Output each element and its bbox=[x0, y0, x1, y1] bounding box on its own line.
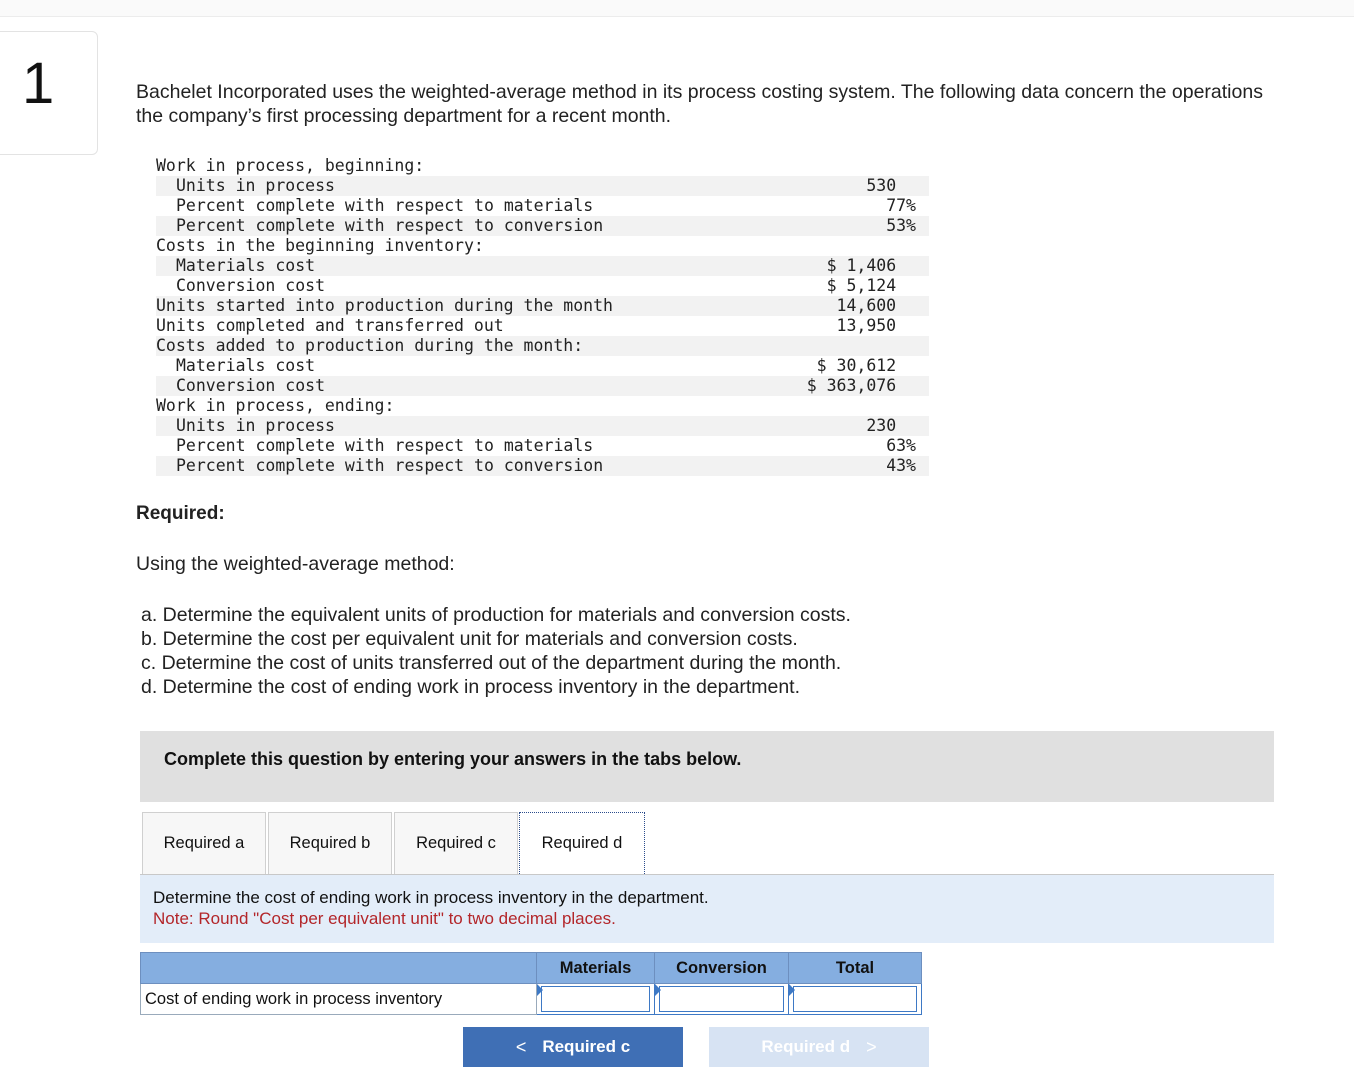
tab-required-c[interactable]: Required c bbox=[394, 812, 518, 874]
task-b: b. Determine the cost per equivalent unit for materials and conversion costs. bbox=[141, 628, 798, 650]
data-row-label: Percent complete with respect to conversion bbox=[176, 456, 604, 475]
instruction-text: Determine the cost of ending work in process inventory in the department. bbox=[153, 888, 709, 907]
data-row bbox=[156, 356, 929, 376]
chevron-left-icon: < bbox=[515, 1036, 527, 1057]
header-blank bbox=[141, 953, 537, 984]
data-row-label: Conversion cost bbox=[176, 276, 326, 295]
data-row-value: 230 bbox=[866, 416, 916, 435]
task-d: d. Determine the cost of ending work in process inventory in the department. bbox=[141, 676, 801, 698]
tab-required-a[interactable]: Required a bbox=[142, 812, 266, 874]
data-row bbox=[156, 296, 929, 316]
data-row-value: 43% bbox=[886, 456, 916, 475]
total-cell[interactable] bbox=[789, 984, 922, 1015]
tab-required-d[interactable]: Required d bbox=[519, 812, 645, 874]
rounding-note: Note: Round "Cost per equivalent unit" to two decimal places. bbox=[153, 909, 616, 928]
data-row-label: Percent complete with respect to materials bbox=[176, 436, 594, 455]
data-row bbox=[156, 376, 929, 396]
data-row-value: 530 bbox=[866, 176, 916, 195]
total-input[interactable] bbox=[793, 986, 917, 1012]
data-row bbox=[156, 236, 929, 256]
task-a: a. Determine the equivalent units of production for materials and conversion costs. bbox=[141, 604, 851, 626]
header-conversion: Conversion bbox=[655, 953, 789, 984]
data-row bbox=[156, 396, 929, 416]
materials-cell[interactable] bbox=[537, 984, 655, 1015]
intro-line-1: Bachelet Incorporated uses the weighted-average method in its process costing system. The following data concern the operations bbox=[136, 81, 1263, 103]
table-row bbox=[141, 984, 922, 1015]
data-row-label: Units completed and transferred out bbox=[156, 316, 504, 335]
data-row bbox=[156, 316, 929, 336]
data-row-value: $ 30,612 bbox=[816, 356, 916, 375]
data-row bbox=[156, 276, 929, 296]
data-row-label: Conversion cost bbox=[176, 376, 326, 395]
data-row bbox=[156, 216, 929, 236]
answer-header-row bbox=[141, 953, 922, 984]
task-c: c. Determine the cost of units transferred out of the department during the month. bbox=[141, 652, 842, 674]
data-row bbox=[156, 416, 929, 436]
next-button[interactable] bbox=[709, 1027, 929, 1067]
materials-input[interactable] bbox=[541, 986, 650, 1012]
tab-required-b[interactable]: Required b bbox=[268, 812, 392, 874]
required-heading: Required: bbox=[136, 503, 225, 524]
data-row bbox=[156, 256, 929, 276]
method-text: Using the weighted-average method: bbox=[136, 553, 455, 575]
conversion-cell[interactable] bbox=[655, 984, 789, 1015]
intro-line-2: the company’s first processing department for a recent month. bbox=[136, 105, 672, 127]
answer-table bbox=[140, 952, 922, 1015]
data-row-label: Costs in the beginning inventory: bbox=[156, 236, 484, 255]
problem-intro bbox=[136, 80, 1354, 128]
data-row-label: Work in process, ending: bbox=[156, 396, 395, 415]
header-materials: Materials bbox=[537, 953, 655, 984]
prev-button[interactable] bbox=[463, 1027, 683, 1067]
data-row-label: Materials cost bbox=[176, 256, 316, 275]
data-row-value: $ 363,076 bbox=[806, 376, 916, 395]
data-row bbox=[156, 456, 929, 476]
data-row bbox=[156, 156, 929, 176]
instruction-panel bbox=[140, 875, 1274, 943]
row-label: Cost of ending work in process inventory bbox=[141, 984, 537, 1015]
data-row-label: Costs added to production during the month: bbox=[156, 336, 584, 355]
data-row-label: Percent complete with respect to conversion bbox=[176, 216, 604, 235]
next-button-label: Required d bbox=[761, 1037, 851, 1056]
chevron-right-icon: > bbox=[866, 1036, 877, 1057]
data-row bbox=[156, 336, 929, 356]
prev-button-label: Required c bbox=[542, 1037, 631, 1056]
data-row-label: Units started into production during the month bbox=[156, 296, 613, 315]
data-row-value: 13,950 bbox=[836, 316, 916, 335]
data-row-value: 14,600 bbox=[836, 296, 916, 315]
data-row-label: Percent complete with respect to materials bbox=[176, 196, 594, 215]
data-row-label: Units in process bbox=[176, 176, 335, 195]
complete-instructions-bar bbox=[140, 731, 1274, 802]
data-row-value: $ 5,124 bbox=[826, 276, 916, 295]
data-row-value: 53% bbox=[886, 216, 916, 235]
conversion-input[interactable] bbox=[659, 986, 784, 1012]
data-row-value: 77% bbox=[886, 196, 916, 215]
data-row-label: Work in process, beginning: bbox=[156, 156, 425, 175]
task-list bbox=[141, 603, 851, 699]
complete-instructions-text: Complete this question by entering your answers in the tabs below. bbox=[164, 749, 742, 769]
data-row-value: $ 1,406 bbox=[826, 256, 916, 275]
top-bar bbox=[0, 0, 1354, 17]
question-number: 1 bbox=[22, 51, 55, 116]
data-row bbox=[156, 436, 929, 456]
data-row bbox=[156, 196, 929, 216]
data-row-label: Materials cost bbox=[176, 356, 316, 375]
data-row-label: Units in process bbox=[176, 416, 335, 435]
data-row bbox=[156, 176, 929, 196]
header-total: Total bbox=[789, 953, 922, 984]
data-row-value: 63% bbox=[886, 436, 916, 455]
